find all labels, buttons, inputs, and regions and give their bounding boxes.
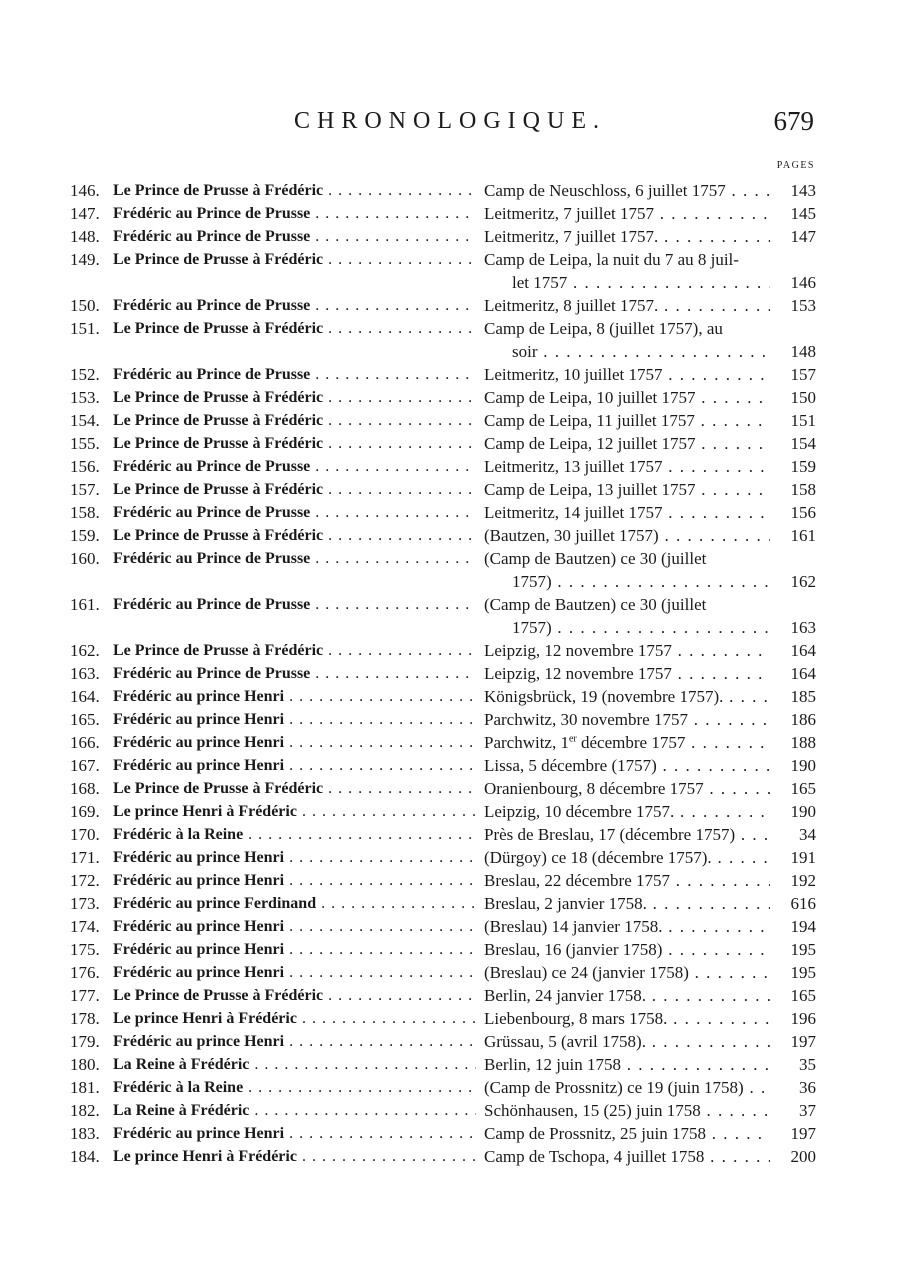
letter-place-date — [484, 915, 770, 938]
letter-title — [113, 225, 476, 248]
letter-place-date — [484, 593, 770, 639]
letter-title-text: Le prince Henri à Frédéric — [113, 1148, 297, 1165]
letter-entry — [70, 800, 816, 823]
letter-entry — [70, 708, 816, 731]
place-date-text: (Camp de Bautzen) ce 30 (juillet — [484, 595, 707, 614]
letter-place-date — [484, 754, 770, 777]
place-date-continuation: 1757) — [512, 572, 552, 591]
place-date-text: (Camp de Prossnitz) ce 19 (juin 1758) — [484, 1078, 744, 1097]
letter-title — [113, 1007, 476, 1030]
letter-entry — [70, 1053, 816, 1076]
letter-place-date — [484, 1076, 770, 1099]
letter-entry — [70, 915, 816, 938]
place-date-text: Leitmeritz, 7 juillet 1757. — [484, 227, 659, 246]
letter-number: 163. — [70, 664, 100, 683]
letter-place-date — [484, 846, 770, 869]
place-date-text: Leipzig, 12 novembre 1757 — [484, 641, 672, 660]
letter-title-text: Frédéric au prince Henri — [113, 918, 285, 935]
letter-place-date — [484, 731, 770, 754]
letter-title-text: Frédéric au prince Henri — [113, 711, 285, 728]
letter-title — [113, 846, 476, 869]
place-date-text: Schönhausen, 15 (25) juin 1758 — [484, 1101, 701, 1120]
letter-number: 175. — [70, 940, 100, 959]
letter-number: 160. — [70, 549, 100, 568]
letter-number: 169. — [70, 802, 100, 821]
letter-entry — [70, 823, 816, 846]
letter-title — [113, 294, 476, 317]
letter-number: 154. — [70, 411, 100, 430]
letter-place-date — [484, 409, 770, 432]
letter-number: 152. — [70, 365, 100, 384]
place-date-text: (Bautzen, 30 juillet 1757) — [484, 526, 659, 545]
letter-title — [113, 1053, 476, 1076]
letter-number: 182. — [70, 1101, 100, 1120]
letter-entry — [70, 593, 816, 639]
letter-title-text: Frédéric au Prince de Prusse — [113, 504, 311, 521]
letter-entry — [70, 639, 816, 662]
letter-entry — [70, 478, 816, 501]
letter-title-text: Frédéric au prince Henri — [113, 757, 285, 774]
letter-title-text: Le Prince de Prusse à Frédéric — [113, 987, 324, 1004]
letter-place-date — [484, 1007, 770, 1030]
letter-title — [113, 800, 476, 823]
letter-title — [113, 731, 476, 754]
letter-number: 171. — [70, 848, 100, 867]
page-reference: 191 — [790, 848, 816, 867]
letter-title — [113, 501, 476, 524]
letter-title-text: Frédéric au Prince de Prusse — [113, 228, 311, 245]
letter-place-date — [484, 478, 770, 501]
letter-place-date — [484, 455, 770, 478]
letter-number: 161. — [70, 595, 100, 614]
letter-title — [113, 869, 476, 892]
page-reference: 195 — [790, 963, 816, 982]
page-reference: 188 — [790, 733, 816, 752]
letter-number: 158. — [70, 503, 100, 522]
letter-title — [113, 685, 476, 708]
page-reference: 165 — [790, 986, 816, 1005]
page-reference: 157 — [790, 365, 816, 384]
page-reference: 194 — [790, 917, 816, 936]
letter-title — [113, 639, 476, 662]
letter-place-date — [484, 777, 770, 800]
place-date-text: Leitmeritz, 8 juillet 1757. — [484, 296, 659, 315]
letter-title — [113, 984, 476, 1007]
letter-entry — [70, 202, 816, 225]
letter-title — [113, 179, 476, 202]
letter-title — [113, 1145, 476, 1168]
letter-place-date — [484, 639, 770, 662]
place-date-text: Breslau, 22 décembre 1757 — [484, 871, 670, 890]
letter-entry — [70, 524, 816, 547]
place-date-text: Camp de Leipa, 13 juillet 1757 — [484, 480, 696, 499]
letter-entry — [70, 777, 816, 800]
letter-entry — [70, 1145, 816, 1168]
letter-title — [113, 432, 476, 455]
letter-title — [113, 317, 476, 340]
letter-place-date — [484, 1053, 770, 1076]
page-reference: 190 — [790, 802, 816, 821]
page-reference: 154 — [790, 434, 816, 453]
letter-title-text: Frédéric au prince Henri — [113, 941, 285, 958]
letter-entry — [70, 984, 816, 1007]
page-reference: 153 — [790, 296, 816, 315]
place-date-text: Camp de Neuschloss, 6 juillet 1757 — [484, 181, 726, 200]
letter-number: 180. — [70, 1055, 100, 1074]
letter-title-text: Frédéric à la Reine — [113, 1079, 244, 1096]
place-date-continuation: let 1757 — [512, 273, 568, 292]
place-date-text: (Dürgoy) ce 18 (décembre 1757). — [484, 848, 712, 867]
letter-place-date — [484, 179, 770, 202]
letter-title — [113, 248, 476, 271]
letter-title-text: Frédéric au Prince de Prusse — [113, 665, 311, 682]
letter-number: 168. — [70, 779, 100, 798]
letter-entry — [70, 409, 816, 432]
letter-title — [113, 202, 476, 225]
place-date-text: Près de Breslau, 17 (décembre 1757) — [484, 825, 736, 844]
letter-title-text: Frédéric au Prince de Prusse — [113, 596, 311, 613]
place-date-text: Leipzig, 12 novembre 1757 — [484, 664, 672, 683]
letter-number: 183. — [70, 1124, 100, 1143]
letter-title-text: Le Prince de Prusse à Frédéric — [113, 320, 324, 337]
letter-title — [113, 593, 476, 616]
letter-place-date — [484, 800, 770, 823]
letter-title-text: Frédéric au Prince de Prusse — [113, 205, 311, 222]
letter-entry — [70, 294, 816, 317]
letter-title-text: Frédéric au prince Henri — [113, 964, 285, 981]
letter-entry — [70, 1007, 816, 1030]
page-reference: 158 — [790, 480, 816, 499]
letter-number: 151. — [70, 319, 100, 338]
page-reference: 200 — [790, 1147, 816, 1166]
letter-title-text: Frédéric au prince Ferdinand — [113, 895, 317, 912]
page-reference: 185 — [790, 687, 816, 706]
letter-title — [113, 961, 476, 984]
letter-place-date — [484, 386, 770, 409]
letter-place-date — [484, 984, 770, 1007]
page-reference: 145 — [790, 204, 816, 223]
page-reference: 186 — [790, 710, 816, 729]
place-date-text: décembre 1757 — [576, 733, 686, 752]
letter-title-text: Frédéric au prince Henri — [113, 688, 285, 705]
letter-entry — [70, 869, 816, 892]
place-date-continuation: soir — [512, 342, 538, 361]
place-date-text: Oranienbourg, 8 décembre 1757 — [484, 779, 704, 798]
letter-title — [113, 455, 476, 478]
letter-number: 149. — [70, 250, 100, 269]
chronological-table — [70, 179, 816, 1168]
letter-number: 177. — [70, 986, 100, 1005]
page-number: 679 — [773, 106, 814, 136]
place-date-text: Parchwitz, 1 — [484, 733, 569, 752]
page-reference: 165 — [790, 779, 816, 798]
page-reference: 161 — [790, 526, 816, 545]
letter-number: 157. — [70, 480, 100, 499]
letter-number: 184. — [70, 1147, 100, 1166]
letter-number: 162. — [70, 641, 100, 660]
letter-entry — [70, 892, 816, 915]
letter-title-text: Le prince Henri à Frédéric — [113, 1010, 297, 1027]
letter-title — [113, 386, 476, 409]
letter-entry — [70, 754, 816, 777]
place-date-text: Camp de Leipa, 12 juillet 1757 — [484, 434, 696, 453]
letter-place-date — [484, 225, 770, 248]
letter-entry — [70, 386, 816, 409]
place-date-continuation: 1757) — [512, 618, 552, 637]
letter-title-text: Le Prince de Prusse à Frédéric — [113, 182, 324, 199]
place-date-text: Leitmeritz, 7 juillet 1757 — [484, 204, 654, 223]
letter-title — [113, 754, 476, 777]
letter-number: 170. — [70, 825, 100, 844]
letter-number: 165. — [70, 710, 100, 729]
letter-place-date — [484, 938, 770, 961]
page-reference: 162 — [790, 572, 816, 591]
place-date-text: Parchwitz, 30 novembre 1757 — [484, 710, 688, 729]
letter-title-text: Frédéric au prince Henri — [113, 872, 285, 889]
place-date-text: Leitmeritz, 13 juillet 1757 — [484, 457, 663, 476]
letter-number: 179. — [70, 1032, 100, 1051]
place-date-text: Camp de Leipa, 11 juillet 1757 — [484, 411, 695, 430]
letter-place-date — [484, 823, 770, 846]
place-date-text: Leitmeritz, 14 juillet 1757 — [484, 503, 663, 522]
letter-number: 174. — [70, 917, 100, 936]
letter-title-text: Le Prince de Prusse à Frédéric — [113, 527, 324, 544]
letter-place-date — [484, 1122, 770, 1145]
letter-title — [113, 1030, 476, 1053]
page-reference: 164 — [790, 664, 816, 683]
letter-entry — [70, 317, 816, 363]
pages-column-label: PAGES — [776, 160, 815, 171]
letter-number: 173. — [70, 894, 100, 913]
place-date-text: Leipzig, 10 décembre 1757. — [484, 802, 675, 821]
letter-number: 156. — [70, 457, 100, 476]
letter-title-text: Le Prince de Prusse à Frédéric — [113, 642, 324, 659]
place-date-text: Camp de Prossnitz, 25 juin 1758 — [484, 1124, 706, 1143]
place-date-text: (Breslau) ce 24 (janvier 1758) — [484, 963, 689, 982]
letter-title-text: Frédéric au Prince de Prusse — [113, 366, 311, 383]
letter-entry — [70, 662, 816, 685]
letter-entry — [70, 1030, 816, 1053]
place-date-text: (Camp de Bautzen) ce 30 (juillet — [484, 549, 707, 568]
page-reference: 37 — [799, 1101, 816, 1120]
place-date-text: Camp de Leipa, 10 juillet 1757 — [484, 388, 696, 407]
page-reference: 197 — [790, 1032, 816, 1051]
letter-title — [113, 892, 476, 915]
letter-place-date — [484, 248, 770, 294]
letter-title-text: Le Prince de Prusse à Frédéric — [113, 412, 324, 429]
letter-title — [113, 662, 476, 685]
page-reference: 148 — [790, 342, 816, 361]
page-reference: 163 — [790, 618, 816, 637]
letter-place-date — [484, 961, 770, 984]
ordinal-superscript: er — [568, 733, 577, 745]
page-reference: 150 — [790, 388, 816, 407]
place-date-text: Camp de Tschopa, 4 juillet 1758 — [484, 1147, 705, 1166]
letter-title — [113, 708, 476, 731]
page-reference: 143 — [790, 181, 816, 200]
letter-entry — [70, 961, 816, 984]
letter-title-text: Le prince Henri à Frédéric — [113, 803, 297, 820]
letter-entry — [70, 179, 816, 202]
letter-place-date — [484, 524, 770, 547]
letter-title — [113, 1122, 476, 1145]
letter-title-text: Frédéric au Prince de Prusse — [113, 550, 311, 567]
letter-entry — [70, 1099, 816, 1122]
place-date-text: Camp de Leipa, 8 (juillet 1757), au — [484, 319, 723, 338]
letter-title — [113, 409, 476, 432]
letter-place-date — [484, 685, 770, 708]
letter-title-text: Frédéric au prince Henri — [113, 734, 285, 751]
page-reference: 151 — [790, 411, 816, 430]
letter-title — [113, 547, 476, 570]
place-date-text: (Breslau) 14 janvier 1758. — [484, 917, 663, 936]
letter-number: 159. — [70, 526, 100, 545]
letter-entry — [70, 248, 816, 294]
letter-number: 148. — [70, 227, 100, 246]
page-reference: 190 — [790, 756, 816, 775]
letter-title-text: La Reine à Frédéric — [113, 1056, 250, 1073]
page-reference: 195 — [790, 940, 816, 959]
place-date-text: Grüssau, 5 (avril 1758). — [484, 1032, 646, 1051]
place-date-text: Berlin, 24 janvier 1758. — [484, 986, 646, 1005]
letter-place-date — [484, 892, 770, 915]
page-reference: 192 — [790, 871, 816, 890]
running-title: CHRONOLOGIQUE. — [294, 108, 606, 134]
page-reference: 147 — [790, 227, 816, 246]
letter-title-text: Frédéric à la Reine — [113, 826, 244, 843]
letter-title — [113, 777, 476, 800]
letter-place-date — [484, 547, 770, 593]
letter-title — [113, 1099, 476, 1122]
letter-place-date — [484, 294, 770, 317]
letter-number: 153. — [70, 388, 100, 407]
letter-title-text: Le Prince de Prusse à Frédéric — [113, 389, 324, 406]
letter-entry — [70, 1122, 816, 1145]
letter-title-text: Frédéric au prince Henri — [113, 1033, 285, 1050]
letter-title-text: Frédéric au prince Henri — [113, 849, 285, 866]
letter-title-text: Le Prince de Prusse à Frédéric — [113, 435, 324, 452]
page-reference: 35 — [799, 1055, 816, 1074]
letter-number: 178. — [70, 1009, 100, 1028]
page-reference: 196 — [790, 1009, 816, 1028]
letter-title — [113, 524, 476, 547]
letter-place-date — [484, 869, 770, 892]
letter-entry — [70, 432, 816, 455]
letter-place-date — [484, 432, 770, 455]
letter-title — [113, 915, 476, 938]
letter-entry — [70, 731, 816, 754]
letter-title-text: Frédéric au Prince de Prusse — [113, 297, 311, 314]
letter-place-date — [484, 708, 770, 731]
place-date-text: Berlin, 12 juin 1758 — [484, 1055, 621, 1074]
letter-entry — [70, 363, 816, 386]
letter-number: 155. — [70, 434, 100, 453]
letter-title-text: Le Prince de Prusse à Frédéric — [113, 251, 324, 268]
place-date-text: Camp de Leipa, la nuit du 7 au 8 juil- — [484, 250, 739, 269]
letter-entry — [70, 685, 816, 708]
letter-entry — [70, 846, 816, 869]
letter-place-date — [484, 1099, 770, 1122]
place-date-text: Leitmeritz, 10 juillet 1757 — [484, 365, 663, 384]
place-date-text: Breslau, 2 janvier 1758. — [484, 894, 647, 913]
letter-number: 146. — [70, 181, 100, 200]
letter-title-text: Frédéric au Prince de Prusse — [113, 458, 311, 475]
letter-title-text: Frédéric au prince Henri — [113, 1125, 285, 1142]
letter-title-text: La Reine à Frédéric — [113, 1102, 250, 1119]
page-reference: 197 — [790, 1124, 816, 1143]
letter-place-date — [484, 501, 770, 524]
place-date-text: Lissa, 5 décembre (1757) — [484, 756, 657, 775]
place-date-text: Liebenbourg, 8 mars 1758. — [484, 1009, 668, 1028]
letter-number: 172. — [70, 871, 100, 890]
letter-place-date — [484, 1030, 770, 1053]
letter-entry — [70, 938, 816, 961]
letter-title — [113, 478, 476, 501]
letter-number: 167. — [70, 756, 100, 775]
letter-title-text: Le Prince de Prusse à Frédéric — [113, 481, 324, 498]
letter-number: 147. — [70, 204, 100, 223]
letter-place-date — [484, 317, 770, 363]
page-reference: 156 — [790, 503, 816, 522]
letter-entry — [70, 1076, 816, 1099]
letter-place-date — [484, 1145, 770, 1168]
page-reference: 146 — [790, 273, 816, 292]
letter-title — [113, 823, 476, 846]
letter-entry — [70, 547, 816, 593]
letter-number: 150. — [70, 296, 100, 315]
page-reference: 36 — [799, 1078, 816, 1097]
page-reference: 159 — [790, 457, 816, 476]
letter-number: 181. — [70, 1078, 100, 1097]
letter-place-date — [484, 363, 770, 386]
page-reference: 34 — [799, 825, 816, 844]
page-reference: 164 — [790, 641, 816, 660]
letter-title — [113, 1076, 476, 1099]
letter-number: 164. — [70, 687, 100, 706]
letter-place-date — [484, 202, 770, 225]
letter-entry — [70, 455, 816, 478]
letter-place-date — [484, 662, 770, 685]
letter-entry — [70, 225, 816, 248]
letter-title-text: Le Prince de Prusse à Frédéric — [113, 780, 324, 797]
place-date-text: Königsbrück, 19 (novembre 1757). — [484, 687, 724, 706]
place-date-text: Breslau, 16 (janvier 1758) — [484, 940, 663, 959]
letter-entry — [70, 501, 816, 524]
letter-number: 176. — [70, 963, 100, 982]
page-reference: 616 — [790, 894, 816, 913]
letter-number: 166. — [70, 733, 100, 752]
letter-title — [113, 363, 476, 386]
letter-title — [113, 938, 476, 961]
